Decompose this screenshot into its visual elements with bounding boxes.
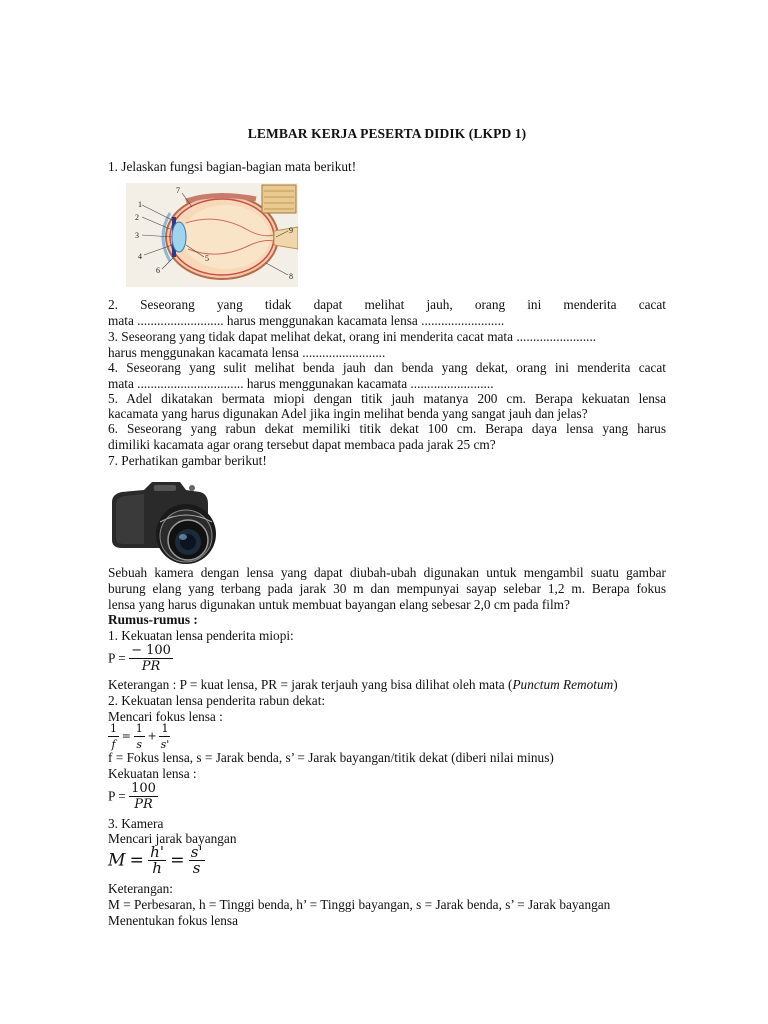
camera-image — [108, 478, 218, 566]
camera-problem-line-1: Sebuah kamera dengan lensa yang dapat diubah-ubah digunakan untuk mengambil suatu gambar — [108, 565, 666, 580]
formula-1-denominator: PR — [141, 659, 161, 674]
camera-problem-line-2: burung elang yang terbang pada jarak 30 m dan mempunyai sayap selebar 1,2 m. Berapa fokus — [108, 581, 666, 596]
formulas-heading: Rumus-rumus : — [108, 612, 198, 627]
formula-1-note: Keterangan : P = kuat lensa, PR = jarak terjauh yang bisa dilihat oleh mata (Punctum Remotum) — [108, 677, 618, 692]
question-1: 1. Jelaskan fungsi bagian-bagian mata berikut! — [108, 159, 357, 174]
formula-2-subtitle: Mencari fokus lensa : — [108, 709, 223, 724]
formula-2-power-expression: P = $\frac{100}{PR}$ — [108, 781, 156, 812]
eye-label-1: 1 — [138, 200, 142, 209]
formula-1-title: 1. Kekuatan lensa penderita miopi: — [108, 628, 294, 643]
question-6-line-2: dimiliki kacamata agar orang tersebut dapat membaca pada jarak 25 cm? — [108, 437, 496, 452]
eye-diagram — [126, 183, 298, 287]
formula-1-numerator: − 100 — [131, 643, 171, 658]
camera-problem-line-3: lensa yang harus digunakan untuk membuat bayangan elang sebesar 2,0 cm pada film? — [108, 597, 570, 612]
eye-label-8: 8 — [289, 272, 293, 281]
eye-label-3: 3 — [135, 231, 139, 240]
eye-label-2: 2 — [135, 213, 139, 222]
formula-3-note: M = Perbesaran, h = Tinggi benda, h’ = Tinggi bayangan, s = Jarak benda, s’ = Jarak bayangan — [108, 897, 611, 912]
eye-label-4: 4 — [138, 252, 142, 261]
eye-label-6: 6 — [156, 266, 160, 275]
question-5-line-1: 5. Adel dikatakan bermata miopi dengan titik jauh matanya 200 cm. Berapa kekuatan lensa — [108, 391, 666, 406]
formula-2-title: 2. Kekuatan lensa penderita rabun dekat: — [108, 693, 326, 708]
question-2-line-2: mata .......................... harus menggunakan kacamata lensa ......................... — [108, 313, 505, 328]
question-3-line-2: harus menggunakan kacamata lensa ......................... — [108, 345, 386, 360]
question-3-line-1: 3. Seseorang yang tidak dapat melihat dekat, orang ini menderita cacat mata ........................ — [108, 329, 597, 344]
question-6-line-1: 6. Seseorang yang rabun dekat memiliki titik dekat 100 cm. Berapa daya lensa yang harus — [108, 421, 666, 436]
question-4-line-2: mata ................................ harus menggunakan kacamata ......................... — [108, 376, 494, 391]
formula-3-expression: M = $\frac{h'}{h}$ = $\frac{s'}{s}$ — [108, 843, 203, 877]
question-4-line-1: 4. Seseorang yang sulit melihat benda jauh dan benda yang dekat, orang ini menderita cacat — [108, 360, 666, 375]
formula-3-last-line: Menentukan fokus lensa — [108, 913, 238, 928]
formula-3-title: 3. Kamera — [108, 816, 164, 831]
eye-label-7: 7 — [176, 186, 180, 195]
formula-3-subtitle: Mencari jarak bayangan — [108, 831, 237, 846]
formula-3-note-label: Keterangan: — [108, 881, 173, 896]
question-5-line-2: kacamata yang harus digunakan Adel jika ingin melihat benda yang sangat jauh dan jelas? — [108, 406, 588, 421]
page-title: LEMBAR KERJA PESERTA DIDIK (LKPD 1) — [247, 126, 527, 141]
formula-1-expression: P = $\frac{- 100}{PR}$ — [108, 643, 171, 674]
formula-2-power-label: Kekuatan lensa : — [108, 766, 197, 781]
question-2-line-1: 2. Seseorang yang tidak dapat melihat jauh, orang ini menderita cacat — [108, 297, 666, 312]
eye-label-5: 5 — [205, 254, 209, 263]
question-7: 7. Perhatikan gambar berikut! — [108, 453, 267, 468]
formula-2-note: f = Fokus lensa, s = Jarak benda, s’ = Jarak bayangan/titik dekat (diberi nilai minus) — [108, 750, 554, 765]
formula-2-expression: $\frac{1}{f}$ = $\frac{1}{s}$ + $\frac{1}{s'}$ — [110, 722, 170, 751]
eye-label-9: 9 — [289, 226, 293, 235]
